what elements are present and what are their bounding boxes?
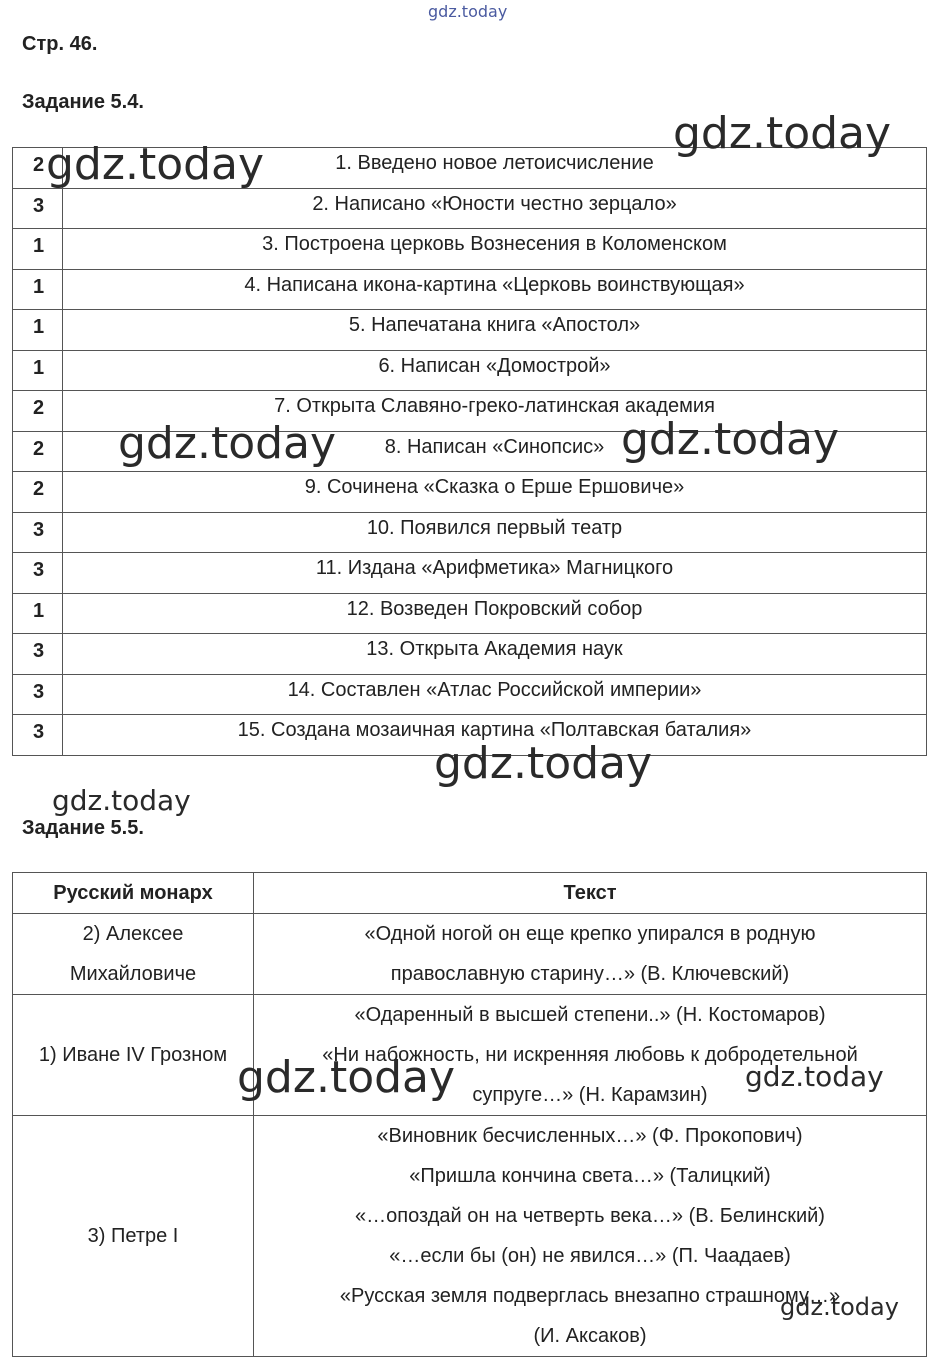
watermark-text: gdz.today bbox=[673, 108, 892, 159]
row-event-text: 6. Написан «Домострой» bbox=[63, 350, 927, 391]
watermark-text: gdz.today bbox=[745, 1060, 884, 1093]
task-55-heading: Задание 5.5. bbox=[22, 817, 144, 839]
quote-line: «…если бы (он) не явился…» (П. Чаадаев) bbox=[389, 1245, 791, 1267]
quote-cell bbox=[254, 1116, 927, 1357]
row-event-text: 1. Введено новое летоисчисление bbox=[63, 148, 927, 189]
task-54-table-body bbox=[13, 148, 927, 756]
row-answer-number: 1 bbox=[13, 310, 63, 351]
table-row bbox=[13, 472, 927, 513]
row-event-text: 11. Издана «Арифметика» Магницкого bbox=[63, 553, 927, 594]
table-row bbox=[13, 634, 927, 675]
column-header-text: Текст bbox=[254, 873, 927, 914]
watermark-text: gdz.today bbox=[118, 418, 337, 469]
table-row bbox=[13, 148, 927, 189]
quote-cell bbox=[254, 914, 927, 995]
row-event-text: 9. Сочинена «Сказка о Ерше Ершовиче» bbox=[63, 472, 927, 513]
monarch-line: 2) Алексее bbox=[82, 923, 184, 945]
watermark-text: gdz.today bbox=[434, 738, 653, 789]
task-55-table-body bbox=[13, 914, 927, 1357]
watermark-text: gdz.today bbox=[46, 139, 265, 190]
watermark-text: gdz.today bbox=[780, 1293, 899, 1321]
quote-line: «…опоздай он на четверть века…» (В. Белинский) bbox=[355, 1205, 825, 1227]
table-row bbox=[13, 188, 927, 229]
quote-line: «Русская земля подверглась внезапно страшному…» bbox=[339, 1285, 841, 1307]
monarch-line: 1) Иване IV Грозном bbox=[38, 1044, 228, 1066]
row-answer-number: 2 bbox=[13, 431, 63, 472]
watermark-text: gdz.today bbox=[52, 784, 191, 817]
table-row bbox=[13, 310, 927, 351]
watermark-text: gdz.today bbox=[237, 1052, 456, 1103]
row-event-text: 8. Написан «Синопсис» bbox=[63, 431, 927, 472]
table-row bbox=[13, 431, 927, 472]
quote-line: «Одаренный в высшей степени..» (Н. Костомаров) bbox=[354, 1004, 826, 1026]
quote-line: супруге…» (Н. Карамзин) bbox=[472, 1084, 708, 1106]
row-event-text: 5. Напечатана книга «Апостол» bbox=[63, 310, 927, 351]
row-answer-number: 1 bbox=[13, 269, 63, 310]
row-answer-number: 3 bbox=[13, 674, 63, 715]
task-54-heading: Задание 5.4. bbox=[22, 91, 144, 113]
quote-line: «Одной ногой он еще крепко упирался в родную bbox=[364, 923, 816, 945]
monarch-line: Михайловиче bbox=[69, 963, 197, 985]
table-row bbox=[13, 1116, 927, 1357]
row-event-text: 2. Написано «Юности честно зерцало» bbox=[63, 188, 927, 229]
table-row bbox=[13, 512, 927, 553]
quote-cell bbox=[254, 995, 927, 1116]
table-row bbox=[13, 391, 927, 432]
row-event-text: 3. Построена церковь Вознесения в Коломенском bbox=[63, 229, 927, 270]
table-row bbox=[13, 674, 927, 715]
table-row bbox=[13, 995, 927, 1116]
row-answer-number: 1 bbox=[13, 229, 63, 270]
row-answer-number: 3 bbox=[13, 188, 63, 229]
task-55-table bbox=[12, 872, 927, 1357]
watermark-text: gdz.today bbox=[428, 2, 508, 21]
table-row bbox=[13, 914, 927, 995]
table-row bbox=[13, 269, 927, 310]
row-event-text: 15. Создана мозаичная картина «Полтавская баталия» bbox=[63, 715, 927, 756]
row-event-text: 7. Открыта Славяно-греко-латинская академия bbox=[63, 391, 927, 432]
monarch-cell bbox=[13, 1116, 254, 1357]
row-answer-number: 3 bbox=[13, 512, 63, 553]
table-row bbox=[13, 715, 927, 756]
monarch-cell bbox=[13, 914, 254, 995]
row-answer-number: 3 bbox=[13, 634, 63, 675]
row-answer-number: 3 bbox=[13, 553, 63, 594]
row-answer-number: 3 bbox=[13, 715, 63, 756]
task-54-table bbox=[12, 147, 927, 756]
table-row bbox=[13, 350, 927, 391]
table-row bbox=[13, 553, 927, 594]
row-answer-number: 1 bbox=[13, 593, 63, 634]
table-row bbox=[13, 593, 927, 634]
row-event-text: 4. Написана икона-картина «Церковь воинствующая» bbox=[63, 269, 927, 310]
column-header-monarch: Русский монарх bbox=[13, 873, 254, 914]
page-label: Стр. 46. bbox=[22, 33, 98, 55]
header-row bbox=[13, 873, 927, 914]
row-event-text: 12. Возведен Покровский собор bbox=[63, 593, 927, 634]
quote-line: «Пришла кончина света…» (Талицкий) bbox=[409, 1165, 771, 1187]
row-event-text: 10. Появился первый театр bbox=[63, 512, 927, 553]
row-answer-number: 1 bbox=[13, 350, 63, 391]
quote-line: «Ни набожность, ни искренняя любовь к добродетельной bbox=[322, 1044, 858, 1066]
row-event-text: 13. Открыта Академия наук bbox=[63, 634, 927, 675]
quote-line: православную старину…» (В. Ключевский) bbox=[390, 963, 790, 985]
row-event-text: 14. Составлен «Атлас Российской империи» bbox=[63, 674, 927, 715]
quote-line: «Виновник бесчисленных…» (Ф. Прокопович) bbox=[377, 1125, 803, 1147]
task-55-table-head bbox=[13, 873, 927, 914]
row-answer-number: 2 bbox=[13, 472, 63, 513]
monarch-line: 3) Петре I bbox=[87, 1225, 179, 1247]
row-answer-number: 2 bbox=[13, 391, 63, 432]
monarch-cell bbox=[13, 995, 254, 1116]
quote-line: (И. Аксаков) bbox=[533, 1325, 647, 1347]
watermark-text: gdz.today bbox=[621, 414, 840, 465]
table-row bbox=[13, 229, 927, 270]
row-answer-number: 2 bbox=[13, 148, 63, 189]
